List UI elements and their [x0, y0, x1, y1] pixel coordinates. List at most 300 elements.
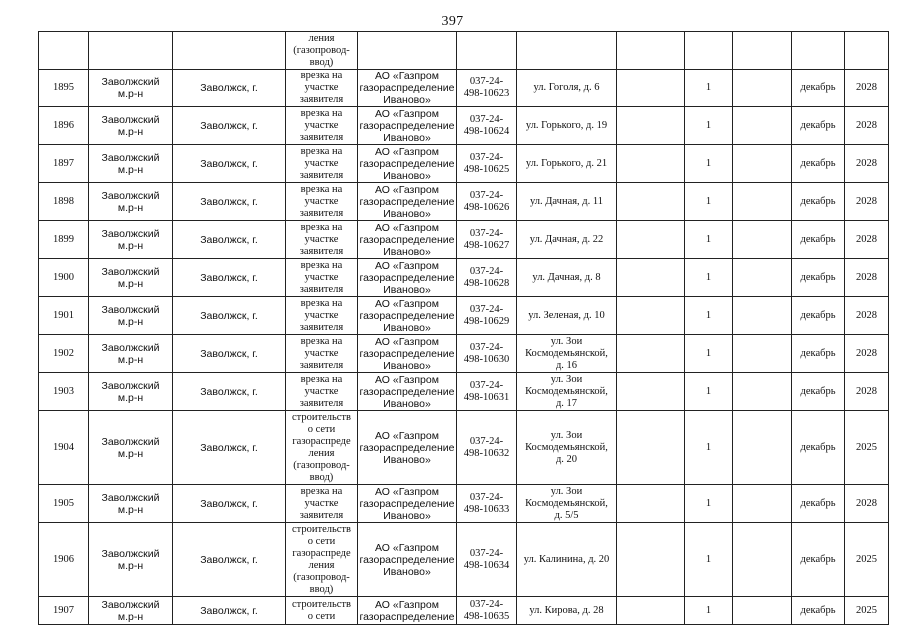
cell-line: ления	[308, 32, 335, 44]
empty-cell	[39, 32, 89, 70]
cell-line: ул. Зои	[550, 335, 583, 347]
row-number: 1904	[39, 411, 89, 485]
cell-line: 498-10629	[463, 315, 510, 327]
cell-line: ввод)	[309, 471, 334, 483]
address-cell	[517, 259, 617, 297]
cell-line: о сети	[307, 610, 336, 622]
cell-line: АО «Газпром	[375, 541, 439, 554]
cell-line: заявителя	[299, 245, 344, 257]
cell-line: газораспределение	[359, 497, 455, 510]
address-cell	[517, 221, 617, 259]
cell-line: (газопровод-	[293, 44, 350, 56]
empty-cell	[733, 259, 792, 297]
cell-line: врезка на	[300, 335, 343, 347]
year-cell: 2028	[845, 485, 889, 523]
cell-line: участке	[304, 385, 339, 397]
cell-line: м.р-н	[117, 610, 144, 623]
empty-cell	[617, 373, 685, 411]
table-row	[39, 523, 889, 597]
cell-line: 037-24-	[469, 151, 504, 163]
locality-cell: Заволжск, г.	[173, 70, 286, 107]
cell-line: ул. Зеленая, д. 10	[528, 309, 605, 321]
empty-cell	[617, 411, 685, 485]
row-number: 1902	[39, 335, 89, 373]
cell-line: Заволжский	[101, 341, 160, 354]
row-number: 1895	[39, 70, 89, 107]
empty-cell	[617, 183, 685, 221]
cell-line: ввод)	[309, 56, 334, 68]
cell-line: АО «Газпром	[375, 145, 439, 158]
cell-line: участке	[304, 347, 339, 359]
quantity-cell: 1	[685, 523, 733, 597]
year-cell: 2028	[845, 373, 889, 411]
address-cell	[517, 485, 617, 523]
cell-line: м.р-н	[117, 447, 144, 460]
cell-line: газораспределение	[359, 195, 455, 208]
empty-cell	[617, 259, 685, 297]
cell-line: 037-24-	[469, 598, 504, 610]
year-cell: 2028	[845, 145, 889, 183]
organization-cell	[358, 259, 457, 297]
cell-line: (газопровод-	[293, 571, 350, 583]
empty-cell	[733, 107, 792, 145]
district-cell	[89, 411, 173, 485]
empty-cell	[89, 32, 173, 70]
cell-line: заявителя	[299, 397, 344, 409]
cell-line: 498-10632	[463, 447, 510, 459]
year-cell: 2025	[845, 411, 889, 485]
district-cell	[89, 485, 173, 523]
cell-line: 037-24-	[469, 113, 504, 125]
cell-line: Иваново»	[383, 245, 431, 258]
table-row	[39, 485, 889, 523]
quantity-cell: 1	[685, 335, 733, 373]
locality-cell: Заволжск, г.	[173, 183, 286, 221]
cell-line: 498-10630	[463, 353, 510, 365]
organization-cell	[358, 335, 457, 373]
district-cell	[89, 523, 173, 597]
cell-line: м.р-н	[117, 88, 144, 100]
year-cell: 2028	[845, 335, 889, 373]
empty-cell	[733, 373, 792, 411]
cell-line: заявителя	[299, 359, 344, 371]
table-row	[39, 183, 889, 221]
cell-line: м.р-н	[117, 315, 144, 328]
cell-line: 037-24-	[469, 547, 504, 559]
cell-line: д. 17	[555, 397, 578, 409]
locality-cell: Заволжск, г.	[173, 411, 286, 485]
empty-cell	[733, 485, 792, 523]
cell-line: врезка на	[300, 221, 343, 233]
empty-cell	[617, 70, 685, 107]
cell-line: ввод)	[309, 583, 334, 595]
organization-cell	[358, 297, 457, 335]
organization-cell	[358, 107, 457, 145]
row-number: 1897	[39, 145, 89, 183]
work-type-cell	[286, 597, 358, 625]
row-number: 1905	[39, 485, 89, 523]
cell-line: д. 5/5	[554, 509, 579, 521]
cell-line: м.р-н	[117, 503, 144, 516]
cell-line: д. 16	[555, 359, 578, 371]
cell-line: АО «Газпром	[375, 259, 439, 272]
address-cell	[517, 70, 617, 107]
locality-cell: Заволжск, г.	[173, 523, 286, 597]
cell-line: м.р-н	[117, 353, 144, 366]
table-row	[39, 107, 889, 145]
work-type-cell	[286, 523, 358, 597]
cell-line: газораспределение	[359, 271, 455, 284]
month-cell: декабрь	[792, 259, 845, 297]
month-cell: декабрь	[792, 221, 845, 259]
work-type-cell	[286, 183, 358, 221]
locality-cell: Заволжск, г.	[173, 107, 286, 145]
cell-line: ул. Кирова, д. 28	[529, 604, 604, 616]
cell-line: 037-24-	[469, 76, 504, 87]
code-cell	[457, 485, 517, 523]
cell-line: заявителя	[299, 321, 344, 333]
empty-cell	[733, 411, 792, 485]
cell-line: ул. Калинина, д. 20	[523, 553, 610, 565]
row-number: 1899	[39, 221, 89, 259]
cell-line: газораспреде	[292, 435, 351, 447]
organization-cell	[358, 411, 457, 485]
cell-line: участке	[304, 271, 339, 283]
code-cell	[457, 411, 517, 485]
cell-line: 037-24-	[469, 491, 504, 503]
cell-line: 498-10634	[463, 559, 510, 571]
cell-line: Иваново»	[383, 131, 431, 144]
year-cell: 2028	[845, 259, 889, 297]
cell-line: м.р-н	[117, 163, 144, 176]
cell-line: АО «Газпром	[375, 429, 439, 442]
cell-line: газораспределение	[359, 82, 455, 94]
code-cell	[457, 297, 517, 335]
locality-cell: Заволжск, г.	[173, 373, 286, 411]
table-row	[39, 145, 889, 183]
cell-line: врезка на	[300, 70, 343, 81]
cell-line: д. 20	[555, 453, 578, 465]
cell-line: 037-24-	[469, 227, 504, 239]
locality-cell: Заволжск, г.	[173, 597, 286, 625]
cell-line: Иваново»	[383, 207, 431, 220]
work-type-cell	[286, 221, 358, 259]
empty-cell	[733, 183, 792, 221]
cell-line: участке	[304, 82, 339, 93]
quantity-cell: 1	[685, 485, 733, 523]
empty-cell	[792, 32, 845, 70]
cell-line: Иваново»	[383, 509, 431, 522]
cell-line: Космодемьянской,	[525, 347, 608, 359]
cell-line: м.р-н	[117, 391, 144, 404]
row-number: 1896	[39, 107, 89, 145]
cell-line: Заволжский	[101, 76, 160, 88]
cell-line: Заволжский	[101, 547, 160, 560]
locality-cell: Заволжск, г.	[173, 145, 286, 183]
cell-line: 498-10635	[463, 610, 510, 622]
table-row	[39, 70, 889, 107]
district-cell	[89, 107, 173, 145]
cell-line: АО «Газпром	[375, 485, 439, 498]
month-cell: декабрь	[792, 70, 845, 107]
empty-cell	[617, 221, 685, 259]
work-type-cell	[286, 411, 358, 485]
cell-line: Иваново»	[383, 283, 431, 296]
table-row	[39, 297, 889, 335]
cell-line: Иваново»	[383, 359, 431, 372]
cell-line: газораспределение	[359, 119, 455, 132]
cell-line: участке	[304, 309, 339, 321]
cell-line: м.р-н	[117, 277, 144, 290]
cell-line: газораспределение	[359, 553, 455, 566]
cell-line: 498-10631	[463, 391, 510, 403]
empty-cell	[733, 597, 792, 625]
empty-cell	[173, 32, 286, 70]
cell-line: газораспределение	[359, 610, 455, 623]
cell-line: Иваново»	[383, 321, 431, 334]
empty-cell	[733, 297, 792, 335]
cell-line: ул. Зои	[550, 429, 583, 441]
month-cell: декабрь	[792, 411, 845, 485]
cell-line: 498-10628	[463, 277, 510, 289]
cell-line: ул. Дачная, д. 11	[529, 195, 604, 207]
work-type-cell	[286, 259, 358, 297]
year-cell: 2028	[845, 221, 889, 259]
work-type-cell	[286, 335, 358, 373]
locality-cell: Заволжск, г.	[173, 259, 286, 297]
cell-line: участке	[304, 157, 339, 169]
address-cell	[517, 297, 617, 335]
cell-line: АО «Газпром	[375, 107, 439, 120]
cell-line: Заволжский	[101, 189, 160, 202]
month-cell: декабрь	[792, 183, 845, 221]
month-cell: декабрь	[792, 335, 845, 373]
district-cell	[89, 70, 173, 107]
cell-line: газораспределение	[359, 441, 455, 454]
cell-line: 037-24-	[469, 435, 504, 447]
row-number: 1898	[39, 183, 89, 221]
address-cell	[517, 597, 617, 625]
empty-cell	[617, 32, 685, 70]
empty-cell	[617, 597, 685, 625]
cell-line: ул. Гоголя, д. 6	[533, 82, 600, 93]
code-cell	[457, 107, 517, 145]
cell-line: Заволжский	[101, 227, 160, 240]
cell-line: Иваново»	[383, 565, 431, 578]
empty-cell	[733, 70, 792, 107]
cell-line: газораспределение	[359, 309, 455, 322]
cell-line: АО «Газпром	[375, 221, 439, 234]
cell-line: газораспреде	[292, 547, 351, 559]
cell-line: врезка на	[300, 107, 343, 119]
cell-line: ул. Зои	[550, 373, 583, 385]
quantity-cell: 1	[685, 411, 733, 485]
cell-line: врезка на	[300, 259, 343, 271]
cell-line: м.р-н	[117, 559, 144, 572]
cell-line: ул. Горького, д. 21	[525, 157, 608, 169]
quantity-cell: 1	[685, 145, 733, 183]
empty-cell	[617, 523, 685, 597]
cell-line: Иваново»	[383, 453, 431, 466]
year-cell: 2028	[845, 70, 889, 107]
cell-line: Заволжский	[101, 379, 160, 392]
address-cell	[517, 183, 617, 221]
cell-line: 498-10623	[463, 88, 510, 99]
empty-cell	[685, 32, 733, 70]
code-cell	[457, 145, 517, 183]
district-cell	[89, 373, 173, 411]
quantity-cell: 1	[685, 70, 733, 107]
organization-cell	[358, 485, 457, 523]
empty-cell	[457, 32, 517, 70]
empty-cell	[845, 32, 889, 70]
cell-line: м.р-н	[117, 239, 144, 252]
cell-line: участке	[304, 233, 339, 245]
locality-cell: Заволжск, г.	[173, 335, 286, 373]
month-cell: декабрь	[792, 107, 845, 145]
year-cell: 2028	[845, 107, 889, 145]
cell-line: врезка на	[300, 183, 343, 195]
district-cell	[89, 259, 173, 297]
cell-line: АО «Газпром	[375, 335, 439, 348]
cell-line: Заволжский	[101, 113, 160, 126]
cell-line: Иваново»	[383, 94, 431, 106]
address-cell	[517, 107, 617, 145]
month-cell: декабрь	[792, 597, 845, 625]
cell-line: 037-24-	[469, 341, 504, 353]
cell-line: м.р-н	[117, 201, 144, 214]
code-cell	[457, 259, 517, 297]
district-cell	[89, 335, 173, 373]
cell-line: Заволжский	[101, 491, 160, 504]
cell-line: ул. Зои	[550, 485, 583, 497]
table-row	[39, 411, 889, 485]
cell-line: заявителя	[299, 169, 344, 181]
table-row	[39, 259, 889, 297]
cell-line: 498-10624	[463, 125, 510, 137]
cell-line: АО «Газпром	[375, 297, 439, 310]
quantity-cell: 1	[685, 107, 733, 145]
row-number: 1900	[39, 259, 89, 297]
cell-line: 037-24-	[469, 303, 504, 315]
work-type-cell	[286, 107, 358, 145]
empty-cell	[733, 32, 792, 70]
code-cell	[457, 183, 517, 221]
cell-line: 037-24-	[469, 265, 504, 277]
cell-line: 037-24-	[469, 189, 504, 201]
cell-line: врезка на	[300, 145, 343, 157]
empty-cell	[733, 145, 792, 183]
organization-cell	[358, 70, 457, 107]
district-cell	[89, 221, 173, 259]
row-number: 1907	[39, 597, 89, 625]
cell-line: о сети	[307, 423, 336, 435]
empty-cell	[733, 335, 792, 373]
work-type-cell	[286, 32, 358, 70]
locality-cell: Заволжск, г.	[173, 485, 286, 523]
cell-line: врезка на	[300, 373, 343, 385]
table-row	[39, 597, 889, 625]
address-cell	[517, 373, 617, 411]
cell-line: Заволжский	[101, 151, 160, 164]
cell-line: Заволжский	[101, 598, 160, 611]
cell-line: о сети	[307, 535, 336, 547]
month-cell: декабрь	[792, 373, 845, 411]
district-cell	[89, 145, 173, 183]
organization-cell	[358, 221, 457, 259]
cell-line: газораспределение	[359, 347, 455, 360]
year-cell: 2025	[845, 597, 889, 625]
district-cell	[89, 297, 173, 335]
address-cell	[517, 335, 617, 373]
cell-line: газораспределение	[359, 385, 455, 398]
cell-line: Космодемьянской,	[525, 441, 608, 453]
year-cell: 2028	[845, 183, 889, 221]
work-type-cell	[286, 373, 358, 411]
cell-line: газораспределение	[359, 233, 455, 246]
cell-line: АО «Газпром	[375, 183, 439, 196]
work-type-cell	[286, 297, 358, 335]
cell-line: 498-10633	[463, 503, 510, 515]
locality-cell: Заволжск, г.	[173, 297, 286, 335]
cell-line: заявителя	[299, 94, 344, 105]
empty-cell	[517, 32, 617, 70]
quantity-cell: 1	[685, 597, 733, 625]
continuation-row	[39, 32, 889, 70]
cell-line: Космодемьянской,	[525, 385, 608, 397]
organization-cell	[358, 523, 457, 597]
year-cell: 2028	[845, 297, 889, 335]
cell-line: врезка на	[300, 485, 343, 497]
quantity-cell: 1	[685, 297, 733, 335]
work-type-cell	[286, 70, 358, 107]
cell-line: участке	[304, 497, 339, 509]
organization-cell	[358, 183, 457, 221]
cell-line: заявителя	[299, 283, 344, 295]
cell-line: АО «Газпром	[375, 373, 439, 386]
organization-cell	[358, 597, 457, 625]
empty-cell	[733, 221, 792, 259]
cell-line: врезка на	[300, 297, 343, 309]
cell-line: строительств	[292, 523, 351, 535]
address-cell	[517, 411, 617, 485]
work-type-cell	[286, 485, 358, 523]
empty-cell	[733, 523, 792, 597]
cell-line: ления	[308, 447, 335, 459]
page-number: 397	[441, 14, 464, 29]
gas-connection-table	[38, 31, 889, 625]
empty-cell	[617, 145, 685, 183]
cell-line: заявителя	[299, 509, 344, 521]
empty-cell	[617, 107, 685, 145]
district-cell	[89, 597, 173, 625]
cell-line: ления	[308, 559, 335, 571]
cell-line: газораспределение	[359, 157, 455, 170]
code-cell	[457, 221, 517, 259]
table-body	[39, 32, 889, 625]
empty-cell	[358, 32, 457, 70]
cell-line: ул. Дачная, д. 22	[529, 233, 604, 245]
cell-line: АО «Газпром	[375, 598, 439, 611]
cell-line: 037-24-	[469, 379, 504, 391]
quantity-cell: 1	[685, 259, 733, 297]
table-row	[39, 335, 889, 373]
code-cell	[457, 335, 517, 373]
cell-line: (газопровод-	[293, 459, 350, 471]
cell-line: заявителя	[299, 207, 344, 219]
empty-cell	[617, 297, 685, 335]
cell-line: участке	[304, 195, 339, 207]
